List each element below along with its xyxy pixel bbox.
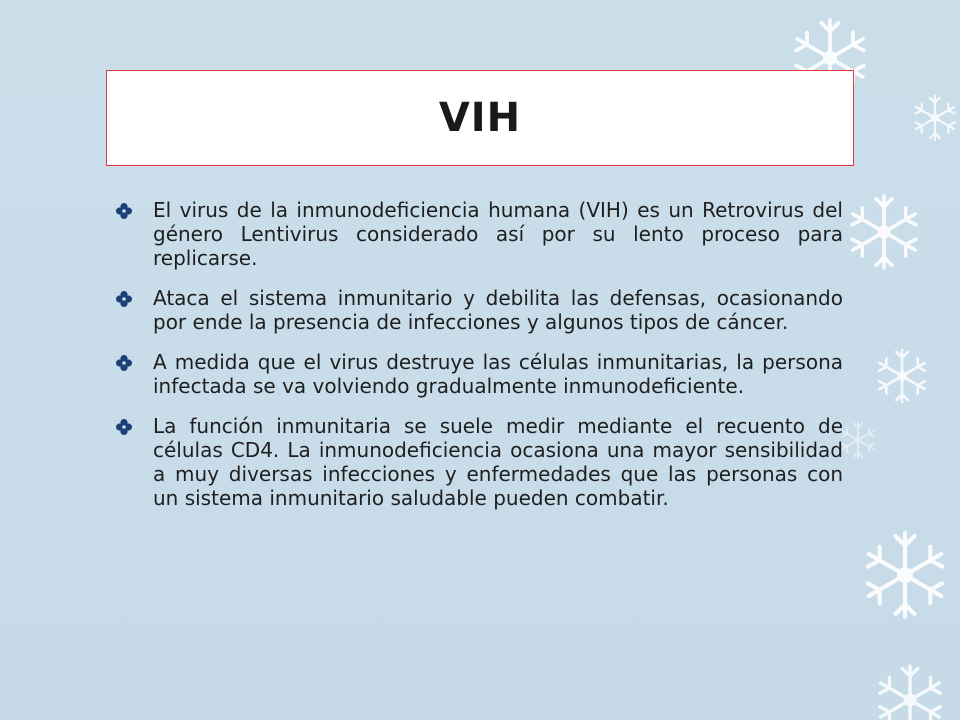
bullet-text: El virus de la inmunodeficiencia humana (VIH) es un Retrovirus del género Lentivirus considerado así por su lento proceso para replicarse. bbox=[153, 198, 843, 270]
bullet-item bbox=[116, 286, 843, 334]
snowflake-icon bbox=[880, 666, 940, 720]
bullet-item bbox=[116, 350, 843, 398]
snowflake-icon bbox=[868, 533, 942, 617]
flower-bullet-icon bbox=[116, 203, 132, 219]
flower-bullet-icon bbox=[116, 419, 132, 435]
bullet-text: Ataca el sistema inmunitario y debilita las defensas, ocasionando por ende la presencia de infecciones y algunos tipos de cáncer. bbox=[153, 286, 843, 334]
bullet-text: A medida que el virus destruye las células inmunitarias, la persona infectada se va volviendo gradualmente inmunodeficiente. bbox=[153, 350, 843, 398]
bullet-list bbox=[116, 198, 843, 526]
snowflake-icon bbox=[916, 96, 955, 140]
flower-bullet-icon bbox=[116, 355, 132, 371]
bullet-item bbox=[116, 198, 843, 270]
slide-title: VIH bbox=[438, 95, 522, 141]
snowflake-icon bbox=[852, 196, 916, 268]
title-box bbox=[106, 70, 854, 166]
snowflake-icon bbox=[879, 350, 925, 402]
snowflake-icon bbox=[842, 422, 874, 458]
bullet-item bbox=[116, 414, 843, 510]
flower-bullet-icon bbox=[116, 291, 132, 307]
bullet-text: La función inmunitaria se suele medir mediante el recuento de células CD4. La inmunodeficiencia ocasiona una mayor sensibilidad a muy diversas infecciones y enfermedades que las personas con un sistema inmunitario saludable pueden combatir. bbox=[153, 414, 843, 510]
